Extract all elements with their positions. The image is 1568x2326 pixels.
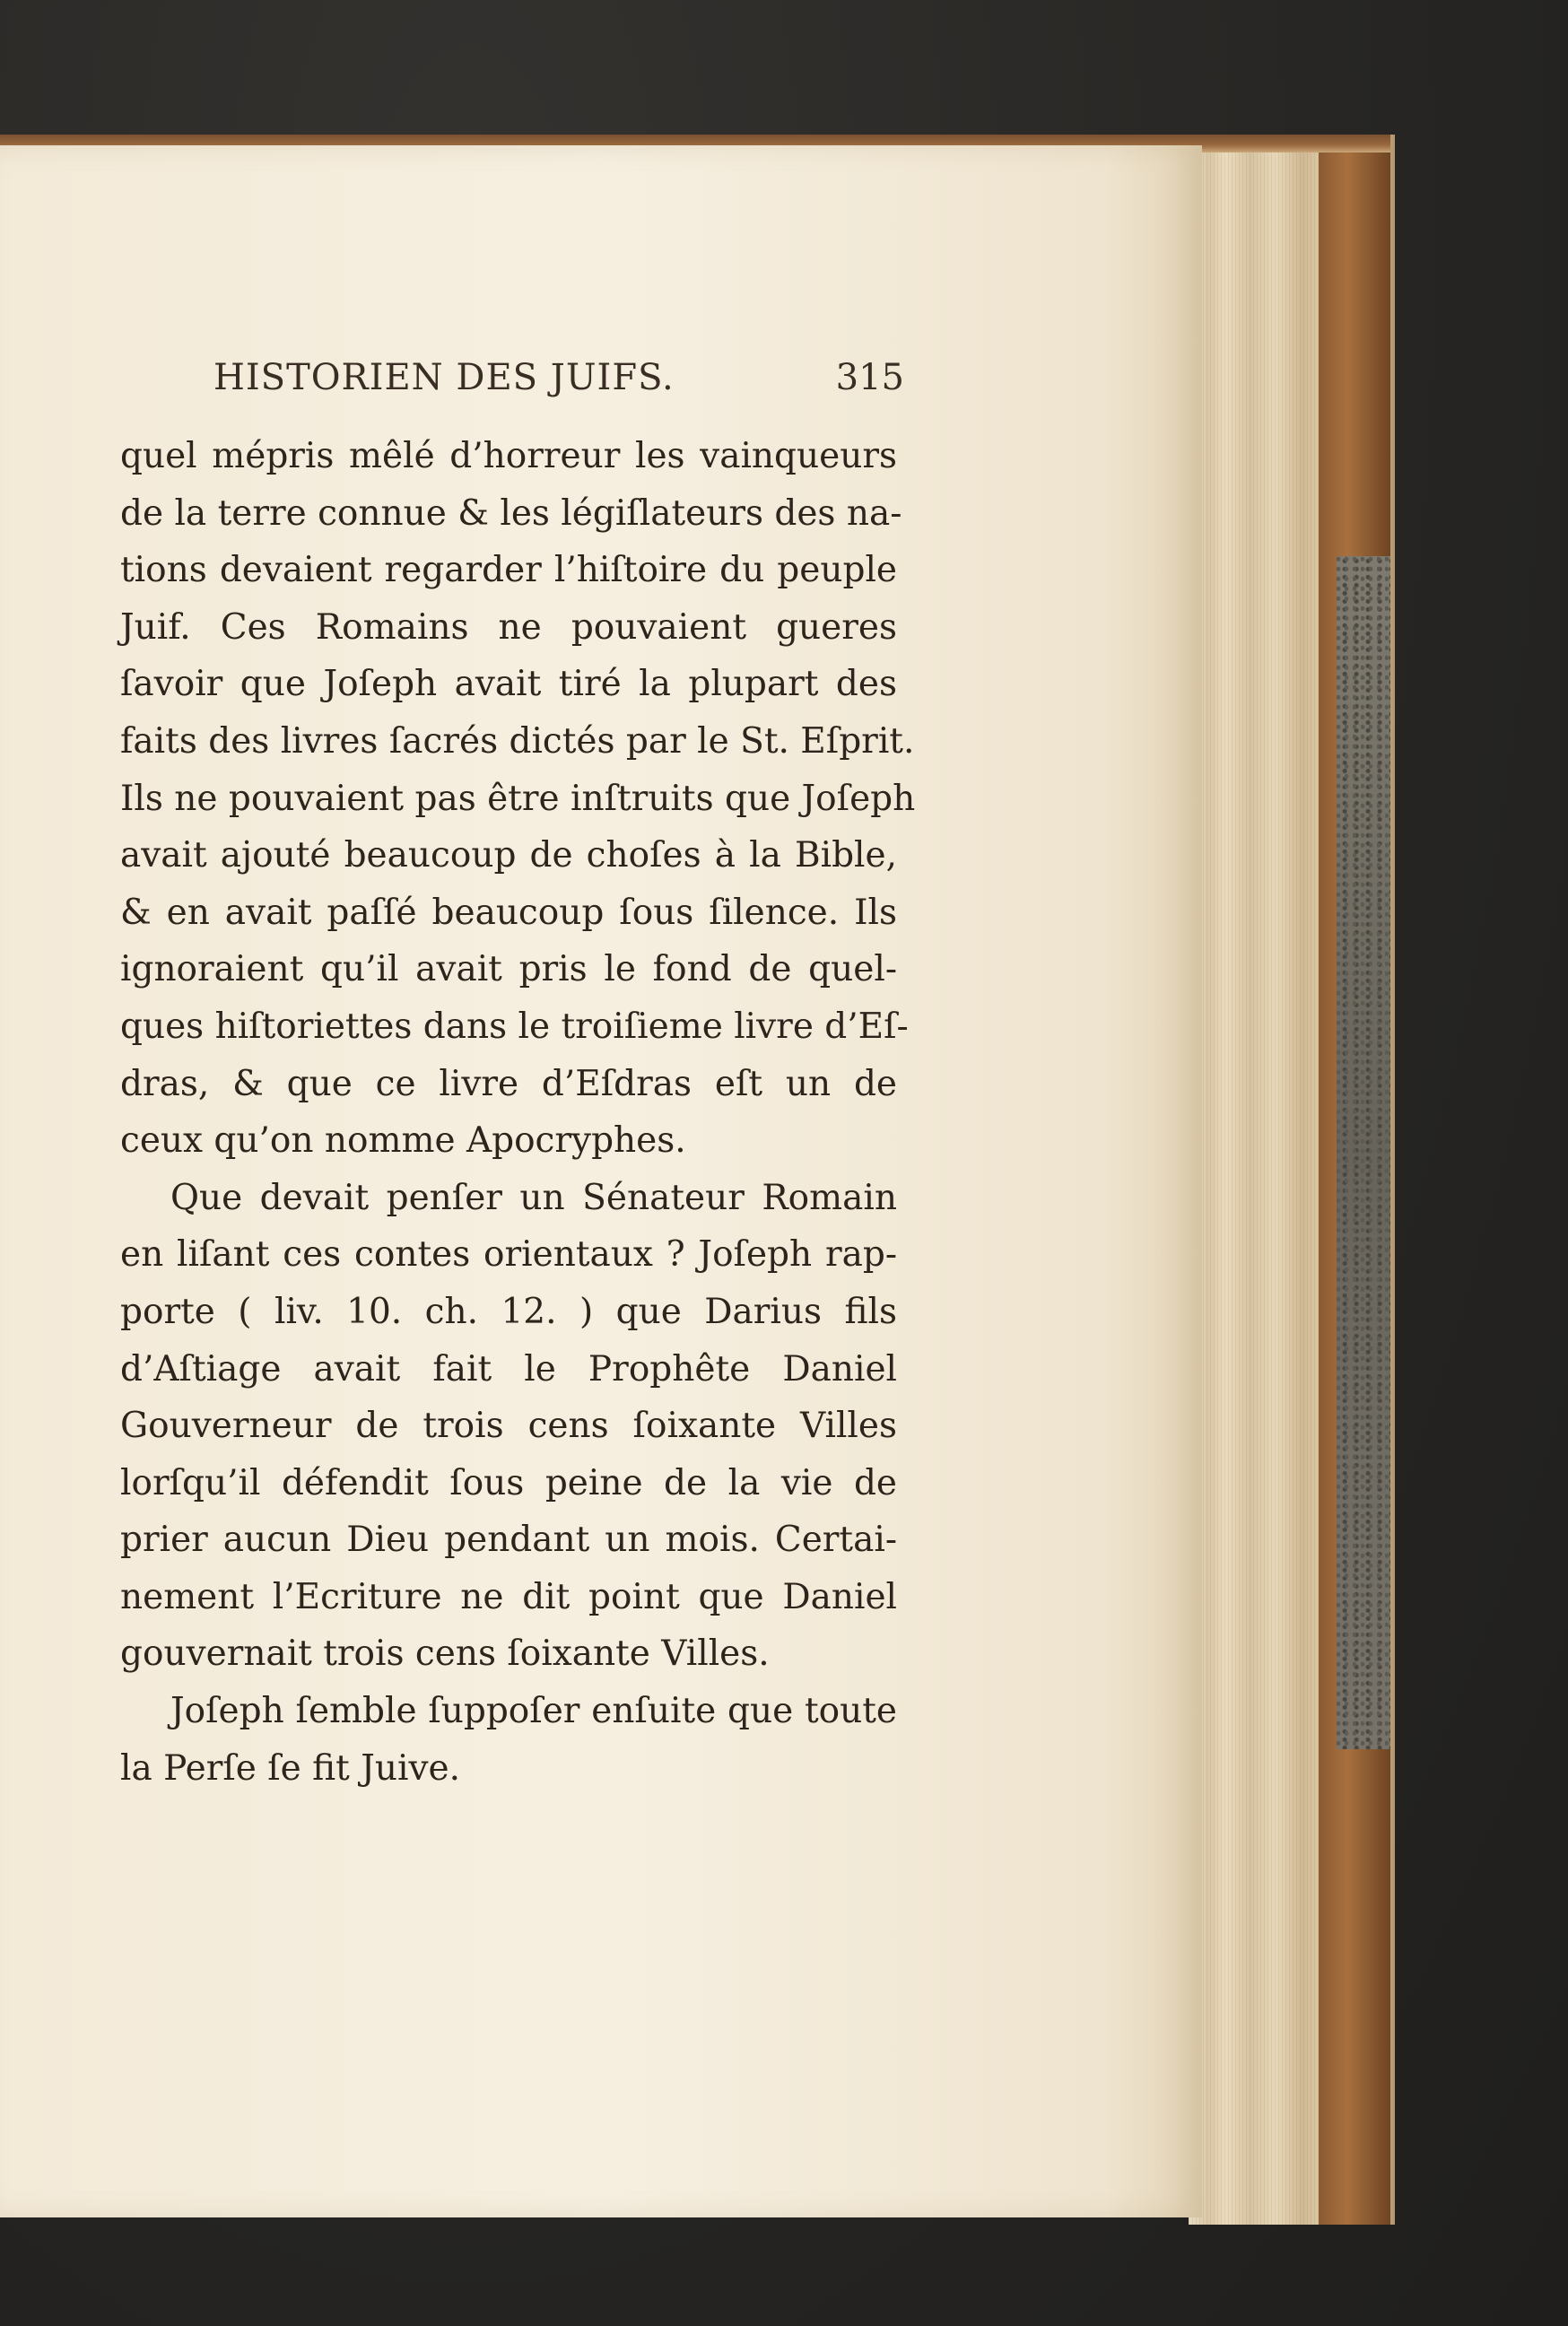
body-text	[120, 428, 916, 1797]
marbled-board	[1337, 556, 1390, 1749]
text-line: faits des livres ſacrés dictés par le St. Eſprit.	[120, 720, 915, 762]
text-line: Juif. Ces Romains ne pouvaient gueres	[120, 606, 897, 648]
text-line: d’Aſtiage avait fait le Prophête Daniel	[120, 1348, 897, 1390]
text-line: quel mépris mêlé d’horreur les vainqueurs	[120, 436, 897, 476]
text-line: nement l’Ecriture ne dit point que Daniel	[120, 1576, 897, 1617]
text-line: avait ajouté beaucoup de choſes à la Bible,	[120, 835, 897, 876]
text-line: Gouverneur de trois cens ſoixante Villes	[120, 1406, 897, 1447]
text-line: en liſant ces contes orientaux ? Joſeph rap-	[120, 1234, 897, 1276]
text-line: ignoraient qu’il avait pris le fond de quel-	[120, 949, 897, 990]
text-line: la Perſe ſe fit Juive.	[120, 1747, 460, 1789]
text-line: tions devaient regarder l’hiſtoire du peuple	[120, 550, 897, 591]
text-line: dras, & que ce livre d’Eſdras eſt un de	[120, 1063, 897, 1104]
running-title: HISTORIEN DES JUIFS.	[213, 357, 675, 398]
text-line: ceux qu’on nomme Apocryphes.	[120, 1120, 686, 1162]
text-line: ques hiſtoriettes dans le troiſieme livre d’Eſ-	[120, 1006, 909, 1047]
text-line: de la terre connue & les légiſlateurs des na-	[120, 492, 902, 534]
page-header	[213, 357, 904, 411]
text-line: & en avait paſſé beaucoup ſous ſilence. Ils	[120, 892, 897, 933]
text-line: gouvernait trois cens ſoixante Villes.	[120, 1633, 770, 1675]
text-line: prier aucun Dieu pendant un mois. Certai-	[120, 1520, 897, 1561]
text-line: Que devait penſer un Sénateur Romain	[170, 1177, 897, 1218]
text-line: Joſeph ſemble ſuppoſer enſuite que toute	[170, 1691, 897, 1732]
text-line: lorſqu’il défendit ſous peine de la vie de	[120, 1462, 897, 1503]
text-line: Ils ne pouvaient pas être inſtruits que Joſeph	[120, 778, 916, 819]
text-line: ſavoir que Joſeph avait tiré la plupart des	[120, 664, 897, 705]
text-line: porte ( liv. 10. ch. 12. ) que Darius fils	[120, 1291, 897, 1332]
page-number: 315	[835, 357, 904, 398]
